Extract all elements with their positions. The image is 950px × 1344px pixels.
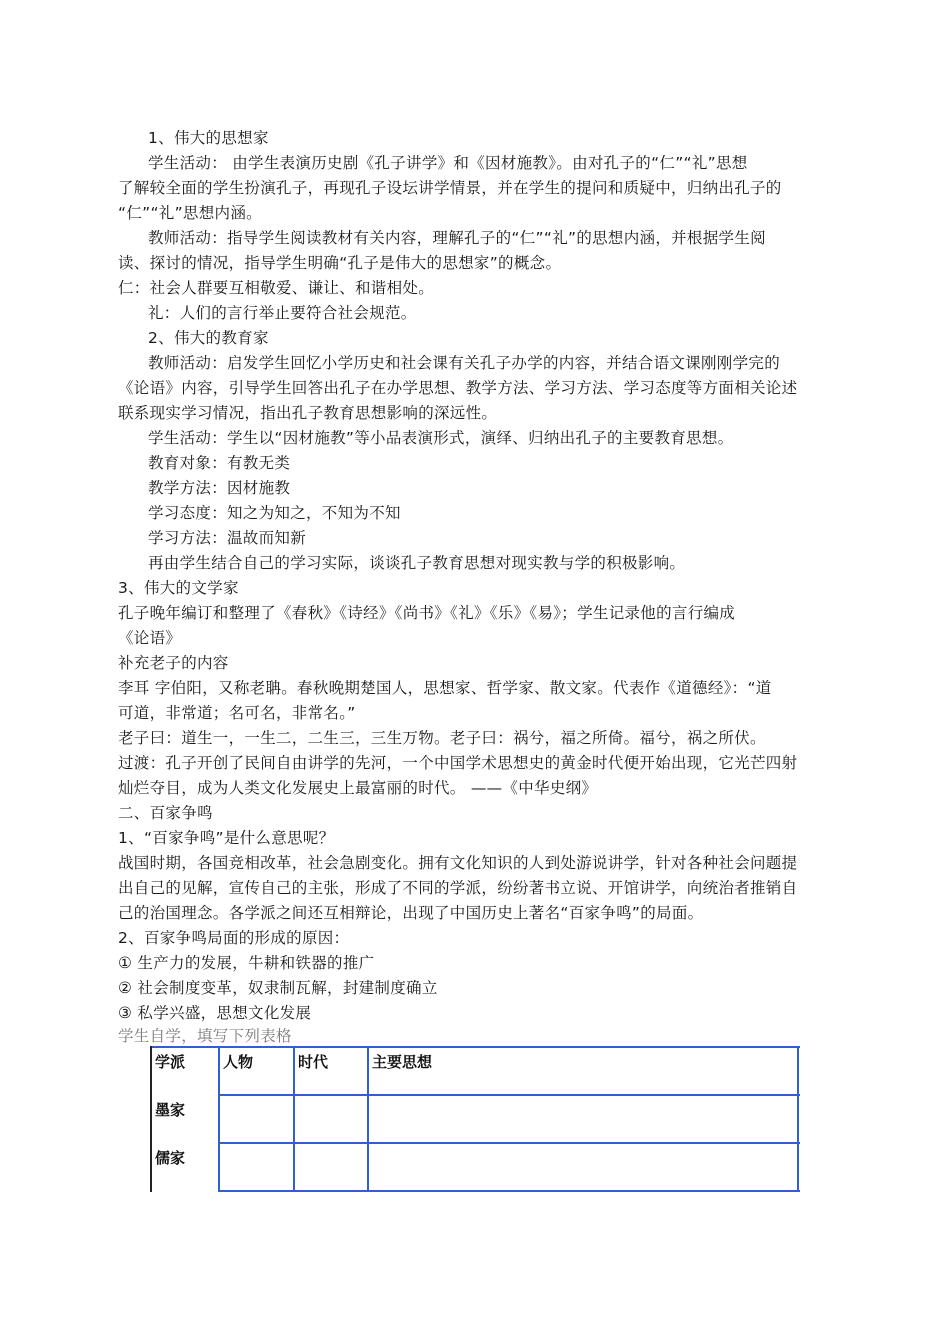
list-item: 学习态度：知之为知之，不知为不知 <box>148 504 401 522</box>
table-header-main-ideas: 主要思想 <box>372 1053 433 1071</box>
table-cell-school: 墨家 <box>155 1101 186 1119</box>
paragraph-line: 1、“百家争鸣”是什么意思呢？ <box>118 829 335 847</box>
list-item: ③ 私学兴盛，思想文化发展 <box>118 1004 312 1022</box>
paragraph-line: 《论语》内容，引导学生回答出孔子在办学思想、教学方法、学习方法、学习态度等方面相关论述 <box>118 379 798 397</box>
paragraph-line: 联系现实学习情况，指出孔子教育思想影响的深远性。 <box>118 404 498 422</box>
heading-great-writer: 3、伟大的文学家 <box>118 579 239 597</box>
table-header-school: 学派 <box>155 1053 186 1071</box>
paragraph-line: 《论语》 <box>118 629 182 647</box>
paragraph-line: 再由学生结合自己的学习实际，谈谈孔子教育思想对现实教与学的积极影响。 <box>148 554 686 572</box>
table-cell-main-ideas[interactable] <box>369 1144 797 1190</box>
heading-hundred-schools: 二、百家争鸣 <box>118 804 213 822</box>
paragraph-line: 过渡：孔子开创了民间自由讲学的先河，一个中国学术思想史的黄金时代便开始出现，它光芒四射 <box>118 754 798 772</box>
paragraph-line: 可道，非常道；名可名，非常名。” <box>118 704 356 722</box>
heading-great-educator: 2、伟大的教育家 <box>148 329 269 347</box>
paragraph-line: 教师活动：启发学生回忆小学历史和社会课有关孔子办学的内容，并结合语文课刚刚学完的 <box>148 354 781 372</box>
table-header-era: 时代 <box>298 1053 329 1071</box>
table-cell-era[interactable] <box>295 1144 367 1190</box>
paragraph-line: 战国时期，各国竞相改革，社会急剧变化。拥有文化知识的人到处游说讲学，针对各种社会问题提 <box>118 854 798 872</box>
list-item: 教育对象：有教无类 <box>148 454 291 472</box>
paragraph-line: 教师活动：指导学生阅读教材有关内容，理解孔子的“仁”“礼”的思想内涵，并根据学生阅 <box>148 229 766 247</box>
paragraph-line: “仁”“礼”思想内涵。 <box>118 204 262 222</box>
table-cell-main-ideas[interactable] <box>369 1096 797 1142</box>
paragraph-line: 出自己的见解，宣传自己的主张，形成了不同的学派，纷纷著书立说、开馆讲学，向统治者推销自 <box>118 879 798 897</box>
list-item: 教学方法：因材施教 <box>148 479 291 497</box>
paragraph-line: 己的治国理念。各学派之间还互相辩论，出现了中国历史上著名“百家争鸣”的局面。 <box>118 904 704 922</box>
table-cell-era[interactable] <box>295 1096 367 1142</box>
paragraph-line: 读、探讨的情况，指导学生明确“孔子是伟大的思想家”的概念。 <box>118 254 562 272</box>
table-header-person: 人物 <box>223 1053 254 1071</box>
paragraph-line: 仁：社会人群要互相敬爱、谦让、和谐相处。 <box>118 279 435 297</box>
list-item: 学习方法：温故而知新 <box>148 529 307 547</box>
paragraph-line: 孔子晚年编订和整理了《春秋》《诗经》《尚书》《礼》《乐》《易》；学生记录他的言行编成 <box>118 604 736 622</box>
schools-table <box>150 1046 800 1192</box>
paragraph-line: 了解较全面的学生扮演孔子，再现孔子设坛讲学情景，并在学生的提问和质疑中，归纳出孔子的 <box>118 179 782 197</box>
table-caption: 学生自学，填写下列表格 <box>118 1027 292 1045</box>
heading-great-thinker: 1、伟大的思想家 <box>148 129 269 147</box>
list-item: ② 社会制度变革，奴隶制瓦解，封建制度确立 <box>118 979 438 997</box>
paragraph-line: 老子曰：道生一，一生二，二生三，三生万物。老子曰：祸兮，福之所倚。福兮，祸之所伏。 <box>118 729 766 747</box>
table-border <box>218 1190 800 1192</box>
paragraph-line: 李耳 字伯阳，又称老聃。春秋晚期楚国人，思想家、哲学家、散文家。代表作《道德经》：“道 <box>118 679 772 697</box>
table-cell-person[interactable] <box>220 1144 293 1190</box>
list-item: ① 生产力的发展，牛耕和铁器的推广 <box>118 954 375 972</box>
paragraph-line: 学生活动：学生以“因材施教”等小品表演形式，演绎、归纳出孔子的主要教育思想。 <box>148 429 734 447</box>
paragraph-line: 礼：人们的言行举止要符合社会规范。 <box>148 304 417 322</box>
table-cell-school: 儒家 <box>155 1149 186 1167</box>
paragraph-line: 学生活动： 由学生表演历史剧《孔子讲学》和《因材施教》。由对孔子的“仁”“礼”思想 <box>148 154 748 172</box>
paragraph-line: 灿烂夺目，成为人类文化发展史上最富丽的时代。 ——《中华史纲》 <box>118 779 598 797</box>
table-border <box>797 1046 799 1192</box>
paragraph-line: 补充老子的内容 <box>118 654 229 672</box>
table-cell-person[interactable] <box>220 1096 293 1142</box>
paragraph-line: 2、百家争鸣局面的形成的原因： <box>118 929 350 947</box>
